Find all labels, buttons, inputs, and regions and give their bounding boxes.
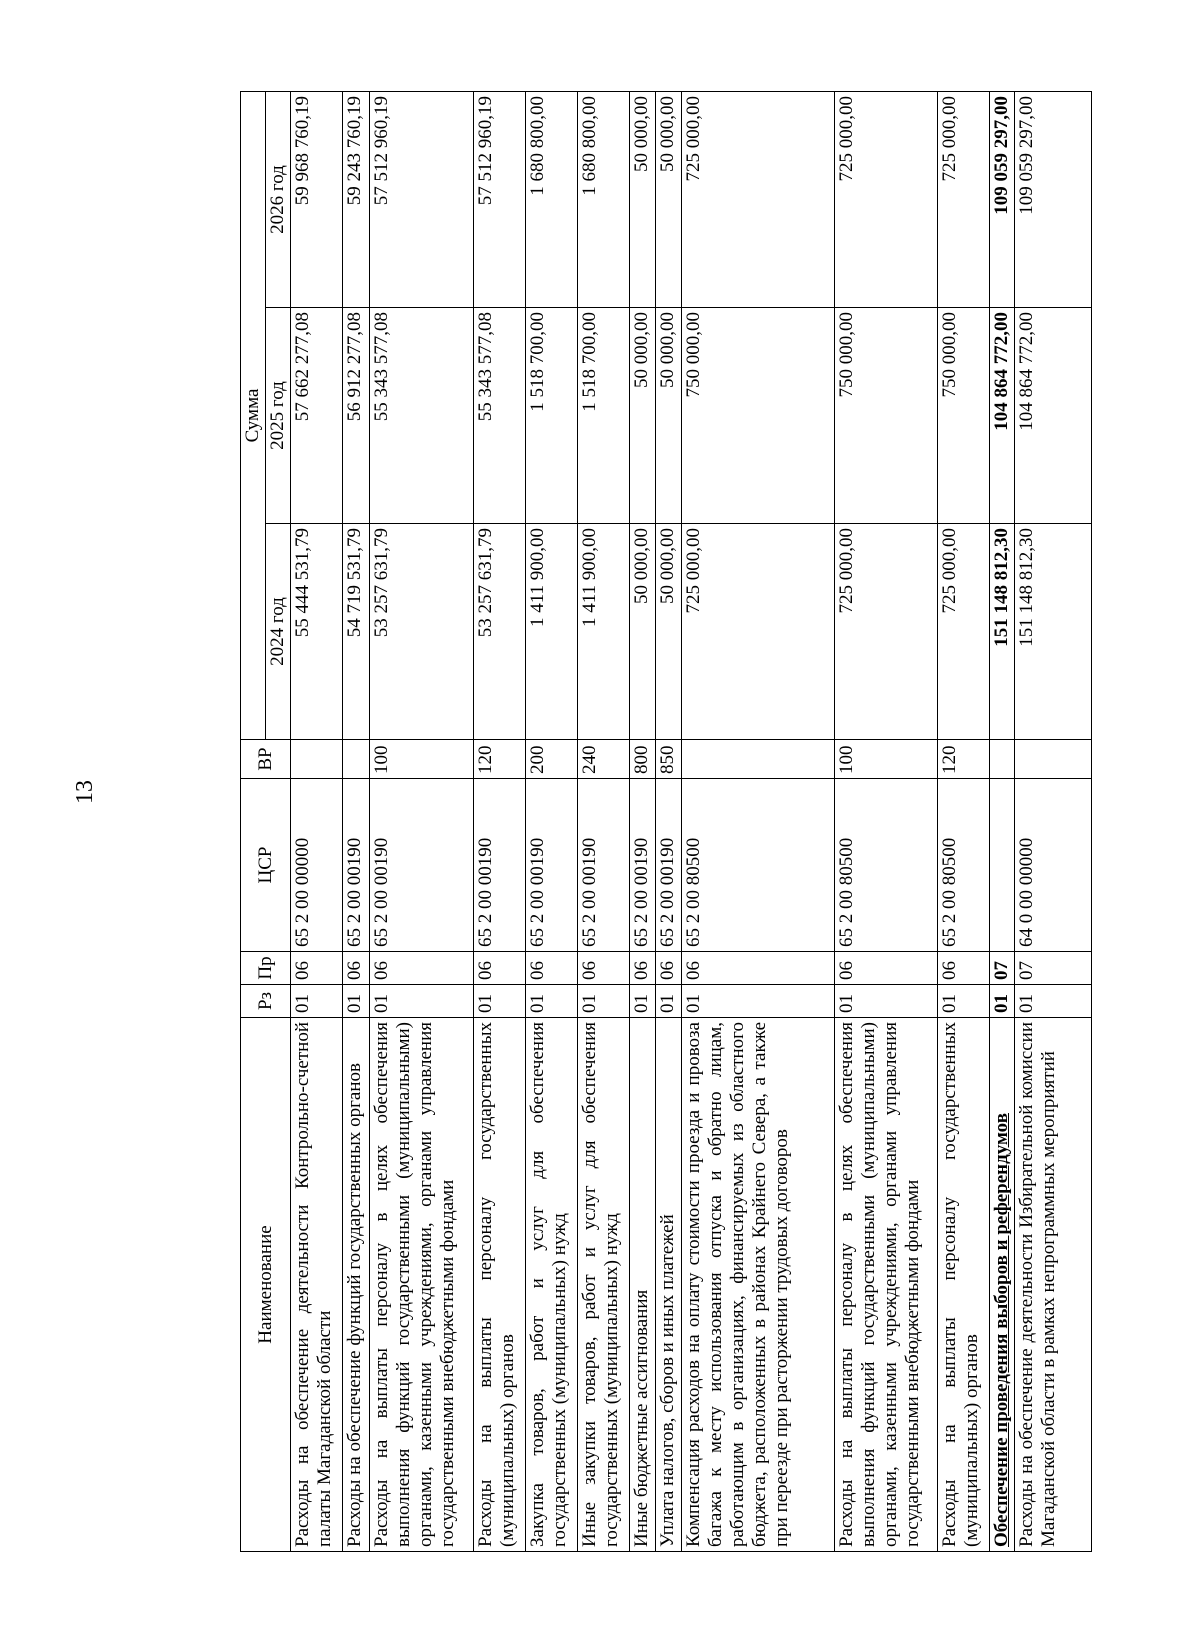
cell-pr: 06	[526, 952, 578, 985]
cell-y2026: 1 680 800,00	[578, 92, 630, 308]
cell-csr: 65 2 00 00190	[526, 779, 578, 952]
cell-vr	[682, 740, 835, 779]
cell-y2026: 59 968 760,19	[291, 92, 343, 308]
table-row	[474, 92, 526, 1552]
cell-y2025: 104 864 772,00	[990, 308, 1015, 524]
cell-pr: 06	[630, 952, 656, 985]
cell-y2025: 1 518 700,00	[578, 308, 630, 524]
table-header	[241, 92, 291, 1552]
cell-csr: 65 2 00 00190	[370, 779, 474, 952]
cell-rz: 01	[1015, 985, 1092, 1018]
cell-name: Обеспечение проведения выборов и референдумов	[990, 1018, 1015, 1552]
table-row	[656, 92, 682, 1552]
cell-y2024: 1 411 900,00	[578, 524, 630, 740]
cell-y2026: 725 000,00	[938, 92, 990, 308]
cell-rz: 01	[938, 985, 990, 1018]
header-csr: ЦСР	[241, 779, 291, 952]
cell-y2024: 55 444 531,79	[291, 524, 343, 740]
cell-rz: 01	[291, 985, 343, 1018]
cell-rz: 01	[682, 985, 835, 1018]
table-row	[370, 92, 474, 1552]
cell-vr	[1015, 740, 1092, 779]
cell-vr	[291, 740, 343, 779]
table-body	[291, 92, 1092, 1552]
table-row	[526, 92, 578, 1552]
cell-pr: 06	[938, 952, 990, 985]
cell-rz: 01	[990, 985, 1015, 1018]
cell-vr: 120	[938, 740, 990, 779]
cell-name: Расходы на выплаты персоналу государственных (муниципальных) органов	[474, 1018, 526, 1552]
cell-y2024: 1 411 900,00	[526, 524, 578, 740]
cell-name: Расходы на обеспечение деятельности Избирательной комиссии Магаданской области в рамках непрограммных мероприятий	[1015, 1018, 1092, 1552]
cell-y2024: 151 148 812,30	[1015, 524, 1092, 740]
header-year-2026: 2026 год	[266, 92, 291, 308]
header-year-2025: 2025 год	[266, 308, 291, 524]
cell-y2025: 55 343 577,08	[474, 308, 526, 524]
cell-y2024: 53 257 631,79	[474, 524, 526, 740]
cell-csr: 65 2 00 00190	[474, 779, 526, 952]
rotated-table-container	[240, 92, 1060, 1552]
cell-csr: 65 2 00 00190	[630, 779, 656, 952]
cell-y2025: 750 000,00	[835, 308, 938, 524]
cell-y2025: 750 000,00	[682, 308, 835, 524]
cell-y2024: 725 000,00	[938, 524, 990, 740]
cell-vr: 800	[630, 740, 656, 779]
cell-y2026: 109 059 297,00	[990, 92, 1015, 308]
cell-csr: 65 2 00 00000	[291, 779, 343, 952]
cell-vr: 120	[474, 740, 526, 779]
cell-pr: 06	[656, 952, 682, 985]
cell-y2026: 1 680 800,00	[526, 92, 578, 308]
header-vr: ВР	[241, 740, 291, 779]
cell-name: Расходы на выплаты персоналу в целях обеспечения выполнения функций государственными (муниципальными) органами, казенными учреждениями, органами управления государственными внебюджетными фондами	[370, 1018, 474, 1552]
cell-y2024: 725 000,00	[835, 524, 938, 740]
cell-csr: 65 2 00 00190	[578, 779, 630, 952]
cell-name: Компенсация расходов на оплату стоимости проезда и провоза багажа к месту использования отпуска и обратно лицам, работающим в организациях, финансируемых из областного бюджета, расположенных в районах Крайнего Севера, а также при переезде при расторжении трудовых договоров	[682, 1018, 835, 1552]
table-row	[343, 92, 370, 1552]
cell-y2025: 55 343 577,08	[370, 308, 474, 524]
table-row	[630, 92, 656, 1552]
cell-y2025: 50 000,00	[630, 308, 656, 524]
cell-pr: 07	[990, 952, 1015, 985]
cell-pr: 06	[835, 952, 938, 985]
cell-y2026: 50 000,00	[656, 92, 682, 308]
cell-pr: 06	[370, 952, 474, 985]
cell-pr: 07	[1015, 952, 1092, 985]
cell-y2024: 54 719 531,79	[343, 524, 370, 740]
cell-rz: 01	[630, 985, 656, 1018]
cell-csr: 65 2 00 80500	[682, 779, 835, 952]
cell-y2024: 151 148 812,30	[990, 524, 1015, 740]
cell-csr: 65 2 00 00190	[343, 779, 370, 952]
cell-vr	[990, 740, 1015, 779]
cell-name: Закупка товаров, работ и услуг для обеспечения государственных (муниципальных) нужд	[526, 1018, 578, 1552]
cell-y2026: 725 000,00	[682, 92, 835, 308]
cell-pr: 06	[343, 952, 370, 985]
table-row	[835, 92, 938, 1552]
cell-rz: 01	[370, 985, 474, 1018]
header-name: Наименование	[241, 1018, 291, 1552]
table-row	[990, 92, 1015, 1552]
cell-y2025: 56 912 277,08	[343, 308, 370, 524]
cell-pr: 06	[682, 952, 835, 985]
cell-y2026: 57 512 960,19	[370, 92, 474, 308]
cell-vr: 850	[656, 740, 682, 779]
table-row	[682, 92, 835, 1552]
cell-y2024: 53 257 631,79	[370, 524, 474, 740]
cell-name: Расходы на обеспечение функций государственных органов	[343, 1018, 370, 1552]
cell-y2025: 750 000,00	[938, 308, 990, 524]
cell-name: Иные бюджетные ассигнования	[630, 1018, 656, 1552]
cell-name: Уплата налогов, сборов и иных платежей	[656, 1018, 682, 1552]
cell-vr: 100	[370, 740, 474, 779]
cell-y2024: 50 000,00	[656, 524, 682, 740]
cell-y2026: 50 000,00	[630, 92, 656, 308]
cell-y2025: 57 662 277,08	[291, 308, 343, 524]
cell-rz: 01	[835, 985, 938, 1018]
cell-y2024: 50 000,00	[630, 524, 656, 740]
cell-y2026: 59 243 760,19	[343, 92, 370, 308]
cell-rz: 01	[526, 985, 578, 1018]
cell-csr: 65 2 00 80500	[938, 779, 990, 952]
cell-pr: 06	[578, 952, 630, 985]
cell-y2024: 725 000,00	[682, 524, 835, 740]
cell-y2026: 109 059 297,00	[1015, 92, 1092, 308]
cell-vr: 200	[526, 740, 578, 779]
page-number: 13	[72, 780, 98, 804]
cell-vr	[343, 740, 370, 779]
cell-vr: 240	[578, 740, 630, 779]
cell-pr: 06	[474, 952, 526, 985]
cell-y2025: 50 000,00	[656, 308, 682, 524]
cell-rz: 01	[343, 985, 370, 1018]
cell-rz: 01	[578, 985, 630, 1018]
cell-name: Расходы на выплаты персоналу в целях обеспечения выполнения функций государственными (муниципальными) органами, казенными учреждениями, органами управления государственными внебюджетными фондами	[835, 1018, 938, 1552]
header-pr: Пр	[241, 952, 291, 985]
cell-y2025: 104 864 772,00	[1015, 308, 1092, 524]
header-year-2024: 2024 год	[266, 524, 291, 740]
cell-csr: 64 0 00 00000	[1015, 779, 1092, 952]
cell-csr: 65 2 00 00190	[656, 779, 682, 952]
cell-name: Расходы на обеспечение деятельности Контрольно-счетной палаты Магаданской области	[291, 1018, 343, 1552]
table-row	[578, 92, 630, 1552]
cell-rz: 01	[656, 985, 682, 1018]
table-row	[938, 92, 990, 1552]
cell-pr: 06	[291, 952, 343, 985]
cell-csr	[990, 779, 1015, 952]
table-row	[1015, 92, 1092, 1552]
table-row	[291, 92, 343, 1552]
cell-y2026: 57 512 960,19	[474, 92, 526, 308]
cell-name: Иные закупки товаров, работ и услуг для обеспечения государственных (муниципальных) нужд	[578, 1018, 630, 1552]
header-sum: Сумма	[241, 92, 266, 740]
cell-rz: 01	[474, 985, 526, 1018]
cell-csr: 65 2 00 80500	[835, 779, 938, 952]
cell-name: Расходы на выплаты персоналу государственных (муниципальных) органов	[938, 1018, 990, 1552]
cell-vr: 100	[835, 740, 938, 779]
header-rz: Рз	[241, 985, 291, 1018]
cell-y2025: 1 518 700,00	[526, 308, 578, 524]
cell-y2026: 725 000,00	[835, 92, 938, 308]
budget-table	[240, 91, 1092, 1552]
